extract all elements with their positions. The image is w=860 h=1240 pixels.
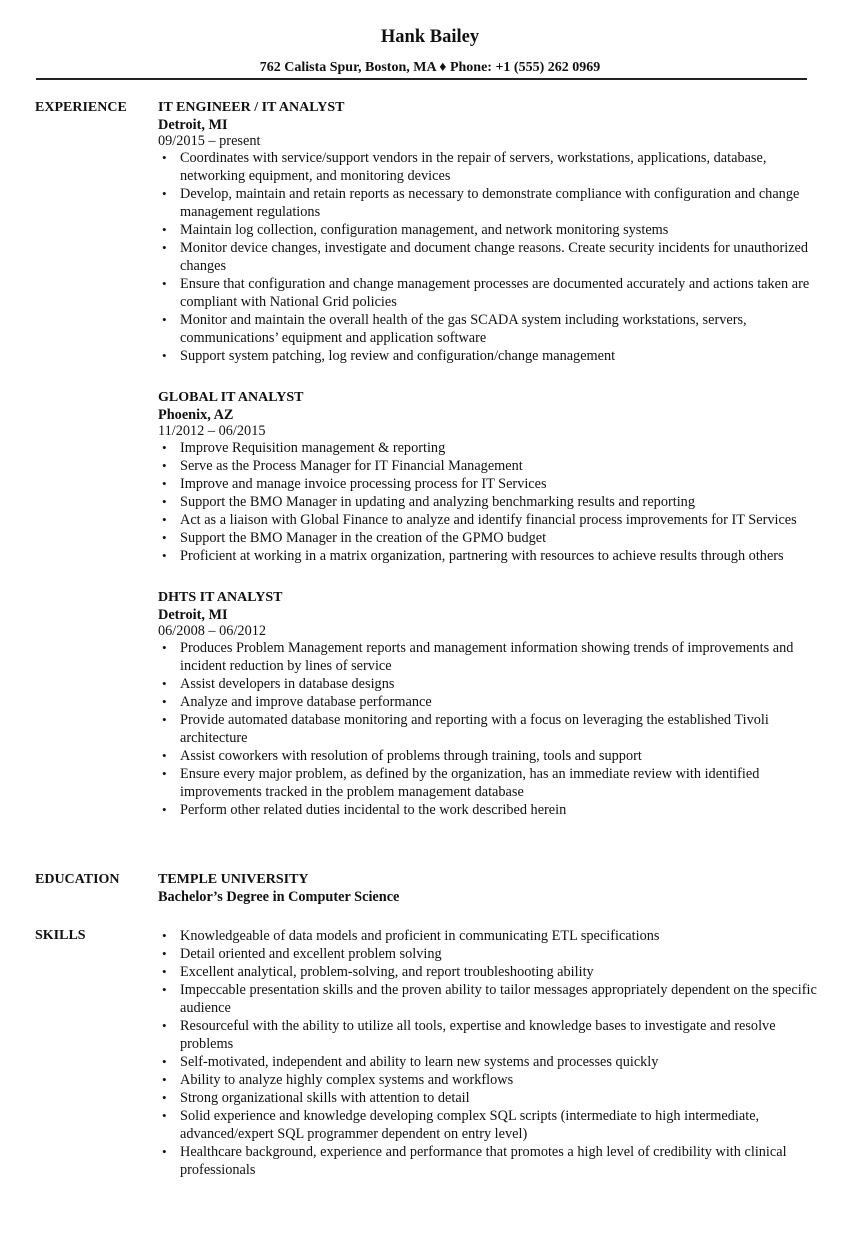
bullet-icon: •: [162, 766, 167, 781]
bullet-icon: •: [162, 440, 167, 455]
bullet-icon: •: [162, 676, 167, 691]
skill-item: [158, 1143, 823, 1179]
bullet-text: Serve as the Process Manager for IT Financial Management: [180, 458, 523, 474]
job-bullets: [158, 149, 823, 365]
bullet-item: [158, 493, 823, 511]
bullet-item: [158, 149, 823, 185]
bullet-icon: •: [162, 476, 167, 491]
skill-item: [158, 1071, 823, 1089]
bullet-item: [158, 457, 823, 475]
bullet-item: [158, 529, 823, 547]
job-title: GLOBAL IT ANALYST: [158, 390, 304, 405]
job-bullets: [158, 439, 823, 565]
job-entry: [158, 99, 823, 365]
bullet-icon: •: [162, 348, 167, 363]
bullet-text: Develop, maintain and retain reports as necessary to demonstrate compliance with configuration and change management regulations: [180, 186, 800, 220]
job-dates: 11/2012 – 06/2015: [158, 423, 266, 439]
bullet-text: Monitor and maintain the overall health of the gas SCADA system including workstations, servers, communications’ equipment and application software: [180, 312, 747, 346]
bullet-icon: •: [162, 964, 167, 979]
bullet-icon: •: [162, 928, 167, 943]
skill-item: [158, 1017, 823, 1053]
bullet-icon: •: [162, 222, 167, 237]
bullet-text: Improve and manage invoice processing process for IT Services: [180, 476, 547, 492]
skill-item: [158, 1053, 823, 1071]
bullet-icon: •: [162, 312, 167, 327]
bullet-text: Support the BMO Manager in updating and analyzing benchmarking results and reporting: [180, 494, 695, 510]
skill-text: Healthcare background, experience and performance that promotes a high level of credibility with clinical professionals: [180, 1144, 787, 1178]
job-entry: [158, 589, 823, 819]
bullet-icon: •: [162, 240, 167, 255]
bullet-item: [158, 547, 823, 565]
bullet-text: Assist coworkers with resolution of problems through training, tools and support: [180, 748, 642, 764]
job-title: DHTS IT ANALYST: [158, 590, 283, 605]
bullet-item: [158, 439, 823, 457]
bullet-icon: •: [162, 712, 167, 727]
skill-item: [158, 963, 823, 981]
bullet-text: Maintain log collection, configuration management, and network monitoring systems: [180, 222, 669, 238]
bullet-icon: •: [162, 748, 167, 763]
bullet-icon: •: [162, 512, 167, 527]
bullet-item: [158, 475, 823, 493]
candidate-name: Hank Bailey: [380, 27, 480, 47]
bullet-item: [158, 511, 823, 529]
bullet-item: [158, 221, 823, 239]
bullet-icon: •: [162, 458, 167, 473]
bullet-text: Perform other related duties incidental to the work described herein: [180, 802, 567, 818]
skill-item: [158, 927, 823, 945]
job-dates: 06/2008 – 06/2012: [158, 623, 267, 639]
section-label-education: EDUCATION: [35, 872, 120, 887]
skill-item: [158, 1107, 823, 1143]
bullet-icon: •: [162, 802, 167, 817]
contact-line: 762 Calista Spur, Boston, MA ♦ Phone: +1 (555) 262 0969: [259, 60, 601, 75]
bullet-icon: •: [162, 1072, 167, 1087]
bullet-text: Improve Requisition management & reporting: [180, 440, 446, 456]
bullet-icon: •: [162, 494, 167, 509]
job-title: IT ENGINEER / IT ANALYST: [158, 100, 345, 115]
bullet-text: Ensure that configuration and change management processes are documented accurately and actions taken are compliant with National Grid policies: [180, 276, 810, 310]
bullet-icon: •: [162, 186, 167, 201]
bullet-text: Act as a liaison with Global Finance to analyze and identify financial process improvements for IT Services: [180, 512, 797, 528]
section-label-skills: SKILLS: [35, 928, 86, 943]
bullet-item: [158, 801, 823, 819]
bullet-text: Proficient at working in a matrix organization, partnering with resources to achieve results through others: [180, 548, 784, 564]
education-content: [158, 871, 823, 906]
skills-list: [158, 927, 823, 1179]
bullet-text: Coordinates with service/support vendors in the repair of servers, workstations, applications, database, networking equipment, and monitoring devices: [180, 150, 767, 184]
section-label-experience: EXPERIENCE: [35, 100, 127, 115]
job-dates: 09/2015 – present: [158, 133, 261, 149]
bullet-icon: •: [162, 150, 167, 165]
bullet-item: [158, 765, 823, 801]
bullet-item: [158, 747, 823, 765]
bullet-text: Support system patching, log review and configuration/change management: [180, 348, 616, 364]
bullet-icon: •: [162, 982, 167, 997]
skill-text: Resourceful with the ability to utilize all tools, expertise and knowledge bases to investigate and resolve problems: [180, 1018, 776, 1052]
skill-item: [158, 981, 823, 1017]
skill-text: Impeccable presentation skills and the proven ability to tailor messages appropriately dependent on the specific audience: [180, 982, 817, 1016]
bullet-icon: •: [162, 548, 167, 563]
bullet-icon: •: [162, 276, 167, 291]
bullet-item: [158, 275, 823, 311]
skill-item: [158, 945, 823, 963]
skill-text: Excellent analytical, problem-solving, and report troubleshooting ability: [180, 964, 594, 980]
bullet-text: Provide automated database monitoring and reporting with a focus on leveraging the established Tivoli architecture: [180, 712, 769, 746]
bullet-icon: •: [162, 640, 167, 655]
bullet-icon: •: [162, 1090, 167, 1105]
job-location: Detroit, MI: [158, 117, 228, 133]
bullet-item: [158, 675, 823, 693]
skill-item: [158, 1089, 823, 1107]
degree: Bachelor’s Degree in Computer Science: [158, 889, 400, 905]
skill-text: Ability to analyze highly complex systems and workflows: [180, 1072, 514, 1088]
bullet-text: Ensure every major problem, as defined by the organization, has an immediate review with identified improvements tracked in the problem management database: [180, 766, 760, 800]
job-bullets: [158, 639, 823, 819]
bullet-icon: •: [162, 1108, 167, 1123]
bullet-text: Support the BMO Manager in the creation of the GPMO budget: [180, 530, 547, 546]
bullet-item: [158, 693, 823, 711]
bullet-icon: •: [162, 1054, 167, 1069]
bullet-item: [158, 711, 823, 747]
skill-text: Knowledgeable of data models and proficient in communicating ETL specifications: [180, 928, 660, 944]
bullet-item: [158, 347, 823, 365]
skill-text: Solid experience and knowledge developing complex SQL scripts (intermediate to high intermediate, advanced/expert SQL programmer dependent on entry level): [180, 1108, 760, 1142]
bullet-item: [158, 639, 823, 675]
job-location: Phoenix, AZ: [158, 407, 234, 423]
skill-text: Self-motivated, independent and ability to learn new systems and processes quickly: [180, 1054, 659, 1070]
bullet-icon: •: [162, 530, 167, 545]
skill-text: Detail oriented and excellent problem solving: [180, 946, 442, 962]
skills-content: [158, 927, 823, 1179]
skill-text: Strong organizational skills with attention to detail: [180, 1090, 470, 1106]
experience-content: [158, 99, 823, 843]
bullet-icon: •: [162, 694, 167, 709]
bullet-item: [158, 185, 823, 221]
bullet-item: [158, 311, 823, 347]
bullet-icon: •: [162, 1018, 167, 1033]
bullet-text: Assist developers in database designs: [180, 676, 395, 692]
job-entry: [158, 389, 823, 565]
bullet-icon: •: [162, 1144, 167, 1159]
bullet-item: [158, 239, 823, 275]
school-name: TEMPLE UNIVERSITY: [158, 872, 309, 887]
job-location: Detroit, MI: [158, 607, 228, 623]
bullet-text: Monitor device changes, investigate and document change reasons. Create security incidents for unauthorized changes: [180, 240, 809, 274]
bullet-text: Produces Problem Management reports and management information showing trends of improvements and incident reduction by lines of service: [180, 640, 794, 674]
bullet-text: Analyze and improve database performance: [180, 694, 432, 710]
header-divider: [36, 78, 807, 80]
bullet-icon: •: [162, 946, 167, 961]
